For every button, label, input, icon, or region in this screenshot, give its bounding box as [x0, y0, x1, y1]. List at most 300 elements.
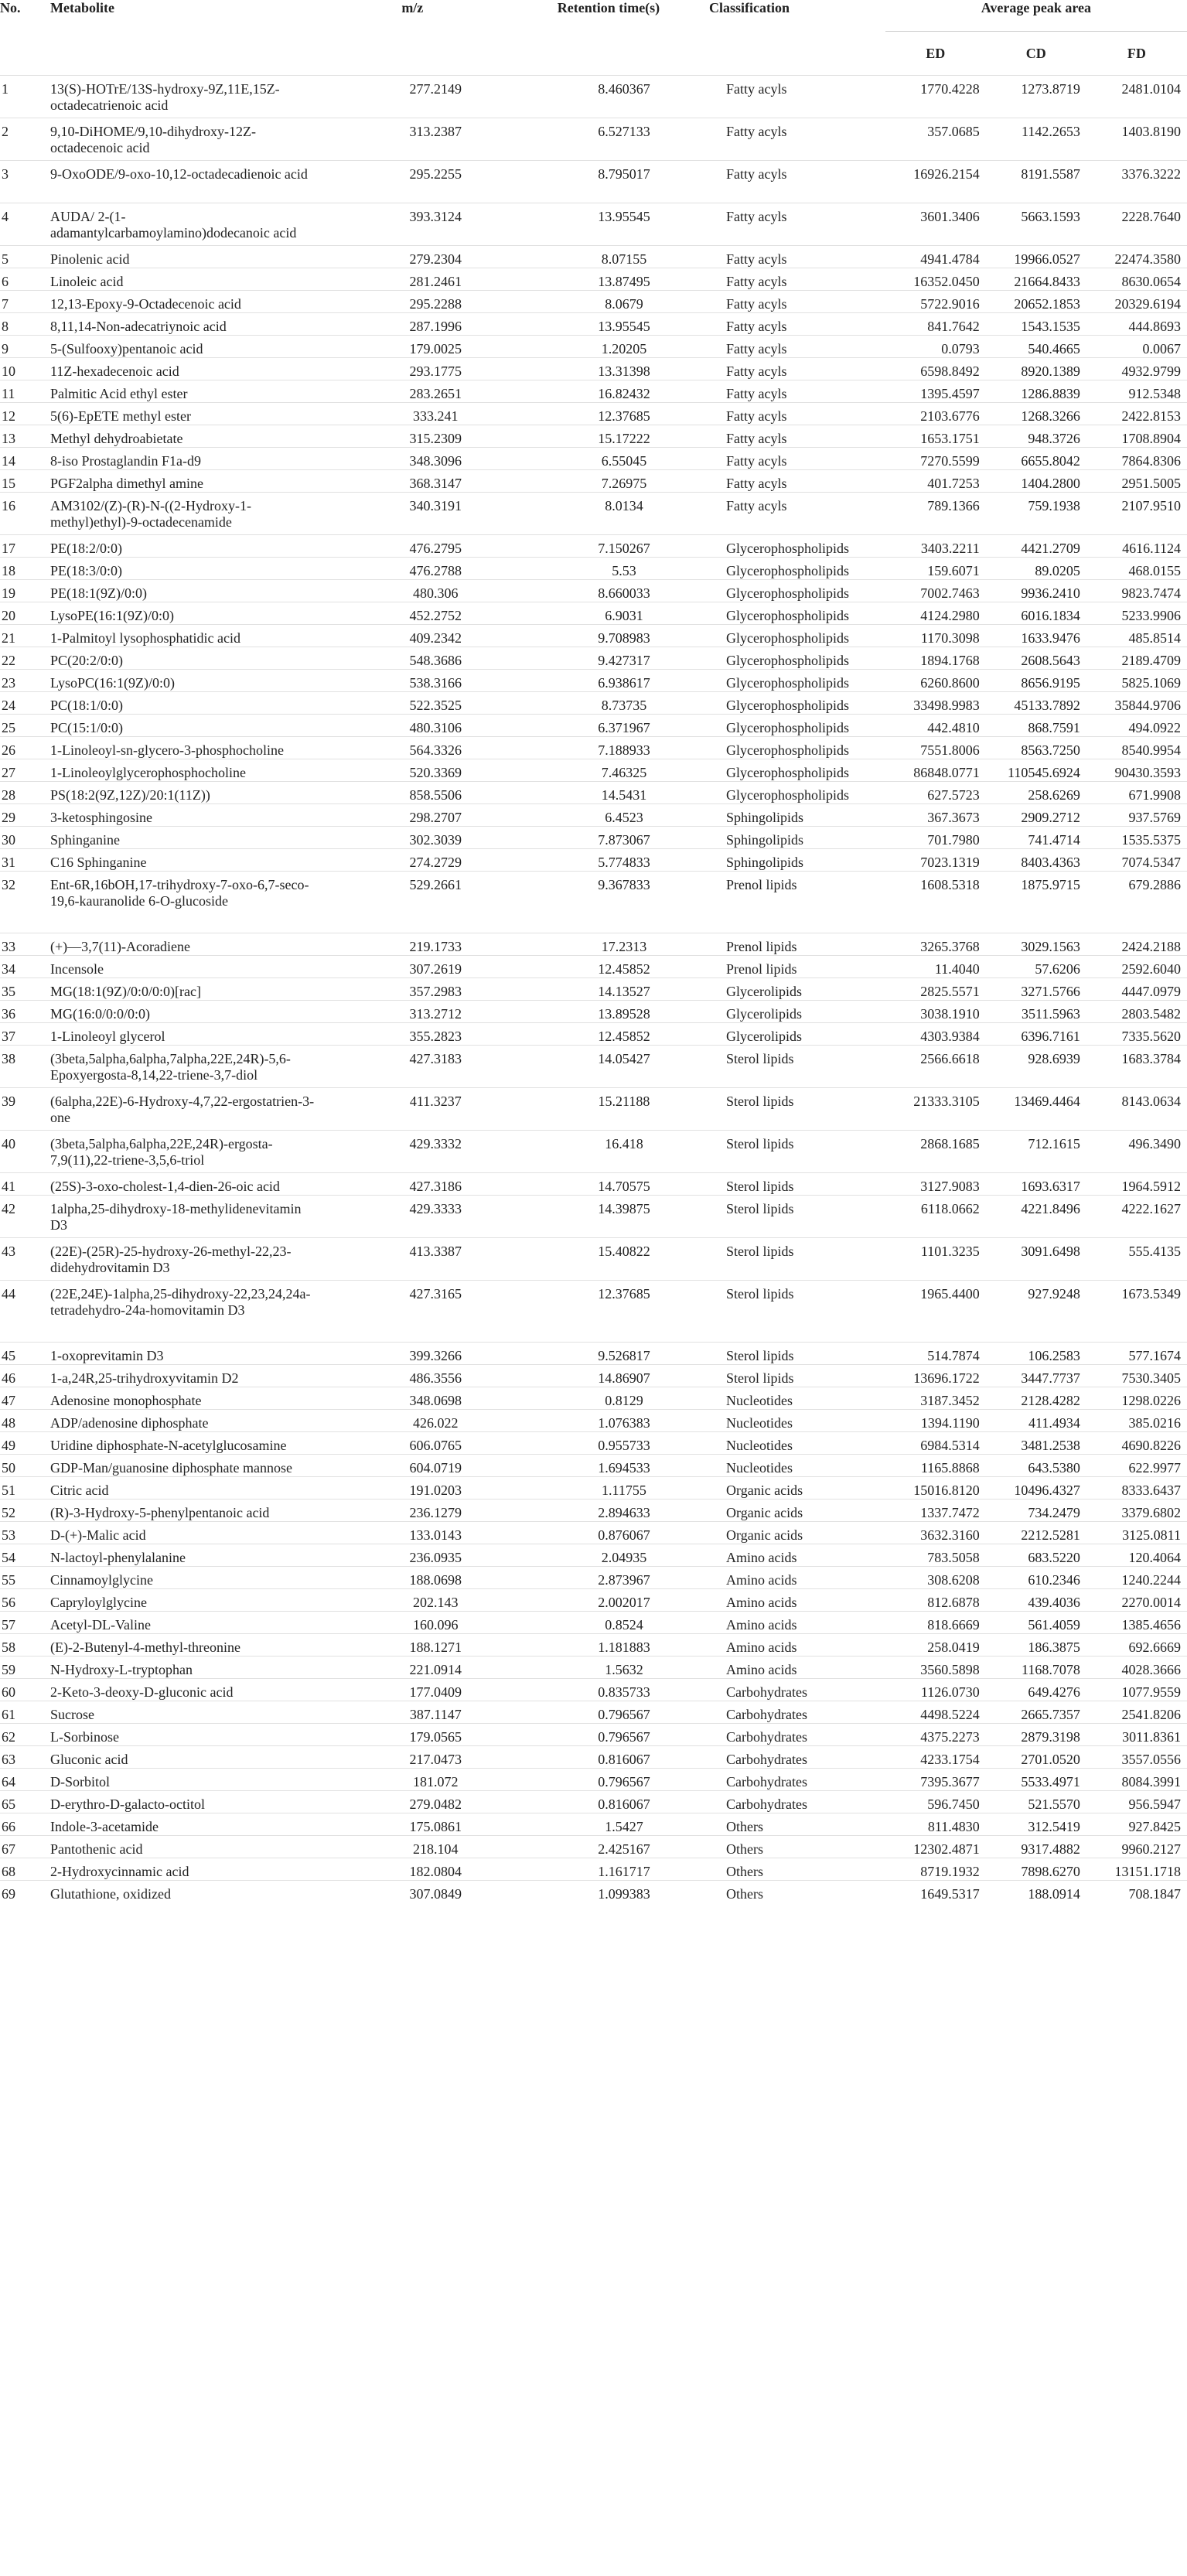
cd-value: 649.4276	[1028, 1684, 1080, 1700]
cd-value: 3447.7737	[1021, 1370, 1080, 1386]
classification-value: Others	[726, 1864, 764, 1879]
table-row	[0, 291, 1187, 313]
classification-value: Glycerophospholipids	[726, 742, 850, 758]
retention-time-value: 8.0679	[605, 296, 643, 312]
cd-value: 1693.6317	[1021, 1179, 1080, 1194]
row-number: 15	[2, 476, 15, 491]
metabolite-name: 13(S)-HOTrE/13S-hydroxy-9Z,11E,15Z-octadecatrienoic acid	[50, 81, 280, 113]
ed-value: 1770.4228	[920, 81, 980, 97]
retention-time-value: 1.694533	[598, 1460, 650, 1476]
classification-value: Fatty acyls	[726, 81, 787, 97]
classification-value: Fatty acyls	[726, 498, 787, 513]
cd-value: 712.1615	[1028, 1136, 1080, 1152]
classification-value: Fatty acyls	[726, 251, 787, 267]
row-number: 35	[2, 984, 15, 999]
cd-value: 2608.5643	[1021, 653, 1080, 668]
classification-value: Fatty acyls	[726, 408, 787, 424]
ed-value: 367.3673	[927, 810, 980, 825]
metabolite-name: Ent-6R,16bOH,17-trihydroxy-7-oxo-6,7-seco-19,6-kauranolide 6-O-glucoside	[50, 877, 309, 909]
table-row	[0, 1088, 1187, 1131]
row-number: 49	[2, 1438, 15, 1453]
retention-time-value: 14.86907	[598, 1370, 650, 1386]
ed-value: 4303.9384	[920, 1029, 980, 1044]
classification-value: Fatty acyls	[726, 363, 787, 379]
metabolite-name: 3-ketosphingosine	[50, 810, 153, 825]
ed-value: 1608.5318	[920, 877, 980, 892]
cd-value: 521.5570	[1028, 1796, 1080, 1812]
cd-value: 734.2479	[1028, 1505, 1080, 1520]
metabolite-name: MG(18:1(9Z)/0:0/0:0)[rac]	[50, 984, 201, 999]
ed-value: 1395.4597	[920, 386, 980, 401]
retention-time-value: 8.460367	[598, 81, 650, 97]
classification-value: Fatty acyls	[726, 453, 787, 469]
mz-value: 355.2823	[409, 1029, 462, 1044]
ed-value: 6260.8600	[920, 675, 980, 691]
cd-value: 5663.1593	[1021, 209, 1080, 224]
retention-time-value: 0.8524	[605, 1617, 643, 1633]
ed-value: 1337.7472	[920, 1505, 980, 1520]
retention-time-value: 7.26975	[601, 476, 647, 491]
retention-time-value: 8.795017	[598, 166, 650, 182]
metabolite-name: AM3102/(Z)-(R)-N-((2-Hydroxy-1-methyl)ethyl)-9-octadecenamide	[50, 498, 251, 530]
cd-value: 2212.5281	[1021, 1527, 1080, 1543]
mz-value: 368.3147	[409, 476, 462, 491]
classification-value: Fatty acyls	[726, 431, 787, 446]
retention-time-value: 0.796567	[598, 1707, 650, 1722]
cd-value: 3029.1563	[1021, 939, 1080, 954]
metabolite-name: PE(18:2/0:0)	[50, 541, 123, 556]
cd-value: 1286.8839	[1021, 386, 1080, 401]
row-number: 30	[2, 832, 15, 848]
mz-value: 548.3686	[409, 653, 462, 668]
row-number: 18	[2, 563, 15, 578]
mz-value: 313.2712	[409, 1006, 462, 1022]
cd-value: 927.9248	[1028, 1286, 1080, 1302]
retention-time-value: 0.816067	[598, 1752, 650, 1767]
fd-value: 3379.6802	[1121, 1505, 1181, 1520]
retention-time-value: 14.5431	[601, 787, 647, 803]
cd-value: 9936.2410	[1021, 585, 1080, 601]
fd-value: 496.3490	[1128, 1136, 1181, 1152]
retention-time-value: 9.708983	[598, 630, 650, 646]
row-number: 56	[2, 1595, 15, 1610]
ed-value: 818.6669	[927, 1617, 980, 1633]
mz-value: 357.2983	[409, 984, 462, 999]
table-row	[0, 1410, 1187, 1432]
classification-value: Sterol lipids	[726, 1370, 794, 1386]
metabolite-name: Uridine diphosphate-N-acetylglucosamine	[50, 1438, 287, 1453]
cd-value: 8403.4363	[1021, 855, 1080, 870]
table-row	[0, 1238, 1187, 1281]
table-row	[0, 625, 1187, 647]
retention-time-value: 5.53	[612, 563, 636, 578]
retention-time-value: 1.076383	[598, 1415, 650, 1431]
metabolite-name: 5-(Sulfooxy)pentanoic acid	[50, 341, 203, 357]
classification-value: Amino acids	[726, 1595, 797, 1610]
classification-value: Sphingolipids	[726, 810, 804, 825]
retention-time-value: 13.95545	[598, 209, 650, 224]
classification-value: Fatty acyls	[726, 166, 787, 182]
row-number: 34	[2, 961, 15, 977]
ed-value: 2868.1685	[920, 1136, 980, 1152]
table-row	[0, 1544, 1187, 1567]
classification-value: Carbohydrates	[726, 1774, 807, 1790]
fd-value: 1535.5375	[1121, 832, 1181, 848]
ed-value: 401.7253	[927, 476, 980, 491]
ed-value: 6118.0662	[920, 1201, 980, 1216]
cd-value: 19966.0527	[1014, 251, 1080, 267]
classification-value: Glycerophospholipids	[726, 720, 850, 735]
classification-value: Prenol lipids	[726, 939, 797, 954]
mz-value: 307.0849	[409, 1886, 462, 1902]
ed-value: 3601.3406	[920, 209, 980, 224]
metabolite-name: (22E)-(25R)-25-hydroxy-26-methyl-22,23-didehydrovitamin D3	[50, 1244, 292, 1275]
metabolite-name: GDP-Man/guanosine diphosphate mannose	[50, 1460, 292, 1476]
cd-value: 6396.7161	[1021, 1029, 1080, 1044]
fd-value: 956.5947	[1128, 1796, 1181, 1812]
classification-value: Glycerophospholipids	[726, 787, 850, 803]
retention-time-value: 8.07155	[601, 251, 647, 267]
retention-time-value: 1.5427	[605, 1819, 643, 1834]
mz-value: 426.022	[413, 1415, 459, 1431]
ed-value: 1126.0730	[920, 1684, 980, 1700]
fd-value: 8143.0634	[1121, 1094, 1181, 1109]
table-row	[0, 1196, 1187, 1238]
cd-value: 683.5220	[1028, 1550, 1080, 1565]
retention-time-value: 16.82432	[598, 386, 650, 401]
table-row	[0, 670, 1187, 692]
metabolite-name: N-lactoyl-phenylalanine	[50, 1550, 186, 1565]
mz-value: 427.3186	[409, 1179, 462, 1194]
cd-value: 1875.9715	[1021, 877, 1080, 892]
mz-value: 188.1271	[409, 1639, 462, 1655]
retention-time-value: 2.425167	[598, 1841, 650, 1857]
cd-value: 759.1938	[1028, 498, 1080, 513]
cd-value: 186.3875	[1028, 1639, 1080, 1655]
cd-value: 1633.9476	[1021, 630, 1080, 646]
table-row	[0, 692, 1187, 715]
ed-value: 86848.0771	[913, 765, 980, 780]
metabolite-name: 12,13-Epoxy-9-Octadecenoic acid	[50, 296, 241, 312]
mz-value: 236.1279	[409, 1505, 462, 1520]
retention-time-value: 13.87495	[598, 274, 650, 289]
ed-value: 4941.4784	[920, 251, 980, 267]
fd-value: 90430.3593	[1114, 765, 1181, 780]
table-row	[0, 1769, 1187, 1791]
mz-value: 177.0409	[409, 1684, 462, 1700]
row-number: 39	[2, 1094, 15, 1109]
ed-value: 596.7450	[927, 1796, 980, 1812]
metabolite-name: 11Z-hexadecenoic acid	[50, 363, 179, 379]
row-number: 48	[2, 1415, 15, 1431]
cd-value: 868.7591	[1028, 720, 1080, 735]
ed-value: 12302.4871	[913, 1841, 980, 1857]
metabolite-name: Glutathione, oxidized	[50, 1886, 171, 1902]
retention-time-value: 0.876067	[598, 1527, 650, 1543]
retention-time-value: 0.796567	[598, 1774, 650, 1790]
cd-value: 1404.2800	[1021, 476, 1080, 491]
mz-value: 295.2288	[409, 296, 462, 312]
fd-value: 5233.9906	[1121, 608, 1181, 623]
cd-value: 45133.7892	[1014, 698, 1080, 713]
mz-value: 538.3166	[409, 675, 462, 691]
mz-value: 279.2304	[409, 251, 462, 267]
table-row	[0, 1589, 1187, 1612]
ed-value: 3127.9083	[920, 1179, 980, 1194]
cd-value: 540.4665	[1028, 341, 1080, 357]
mz-value: 452.2752	[409, 608, 462, 623]
fd-value: 2189.4709	[1121, 653, 1181, 668]
fd-value: 1298.0226	[1121, 1393, 1181, 1408]
table-row	[0, 246, 1187, 268]
table-row	[0, 358, 1187, 380]
table-row	[0, 978, 1187, 1001]
table-row	[0, 493, 1187, 535]
table-row	[0, 1500, 1187, 1522]
mz-value: 480.306	[413, 585, 459, 601]
cd-value: 2879.3198	[1021, 1729, 1080, 1745]
retention-time-value: 12.45852	[598, 1029, 650, 1044]
table-row	[0, 1679, 1187, 1701]
mz-value: 279.0482	[409, 1796, 462, 1812]
classification-value: Others	[726, 1819, 764, 1834]
mz-value: 340.3191	[409, 498, 462, 513]
cd-value: 3091.6498	[1021, 1244, 1080, 1259]
mz-value: 476.2795	[409, 541, 462, 556]
mz-value: 133.0143	[409, 1527, 462, 1543]
row-number: 22	[2, 653, 15, 668]
fd-value: 8333.6437	[1121, 1482, 1181, 1498]
metabolite-name: D-Sorbitol	[50, 1774, 111, 1790]
fd-value: 1403.8190	[1121, 124, 1181, 139]
metabolite-name: Indole-3-acetamide	[50, 1819, 159, 1834]
table-row	[0, 1131, 1187, 1173]
mz-value: 429.3333	[409, 1201, 462, 1216]
mz-value: 387.1147	[409, 1707, 462, 1722]
fd-value: 1240.2244	[1121, 1572, 1181, 1588]
row-number: 45	[2, 1348, 15, 1363]
metabolite-name: 1-a,24R,25-trihydroxyvitamin D2	[50, 1370, 239, 1386]
retention-time-value: 12.37685	[598, 1286, 650, 1302]
mz-value: 564.3326	[409, 742, 462, 758]
row-number: 61	[2, 1707, 15, 1722]
table-row	[0, 1432, 1187, 1455]
row-number: 6	[2, 274, 9, 289]
fd-value: 2951.5005	[1121, 476, 1181, 491]
classification-value: Sterol lipids	[726, 1348, 794, 1363]
fd-value: 1385.4656	[1121, 1617, 1181, 1633]
classification-value: Fatty acyls	[726, 124, 787, 139]
retention-time-value: 6.371967	[598, 720, 650, 735]
cd-value: 6016.1834	[1021, 608, 1080, 623]
ed-value: 21333.3105	[913, 1094, 980, 1109]
row-number: 51	[2, 1482, 15, 1498]
metabolite-name: D-erythro-D-galacto-octitol	[50, 1796, 205, 1812]
fd-value: 912.5348	[1128, 386, 1181, 401]
classification-value: Fatty acyls	[726, 319, 787, 334]
table-row	[0, 1567, 1187, 1589]
cd-value: 312.5419	[1028, 1819, 1080, 1834]
retention-time-value: 13.89528	[598, 1006, 650, 1022]
metabolite-name: Pantothenic acid	[50, 1841, 143, 1857]
table-row	[0, 1634, 1187, 1656]
classification-value: Sterol lipids	[726, 1051, 794, 1066]
metabolite-name: ADP/adenosine diphosphate	[50, 1415, 209, 1431]
metabolite-name: 1-Palmitoyl lysophosphatidic acid	[50, 630, 241, 646]
cd-value: 928.6939	[1028, 1051, 1080, 1066]
fd-value: 708.1847	[1128, 1886, 1181, 1902]
table-row	[0, 804, 1187, 827]
classification-value: Glycerolipids	[726, 1006, 803, 1022]
fd-value: 3125.0811	[1122, 1527, 1181, 1543]
ed-value: 3632.3160	[920, 1527, 980, 1543]
row-number: 63	[2, 1752, 15, 1767]
retention-time-value: 13.95545	[598, 319, 650, 334]
row-number: 8	[2, 319, 9, 334]
fd-value: 1708.8904	[1121, 431, 1181, 446]
metabolite-name: Gluconic acid	[50, 1752, 128, 1767]
row-number: 69	[2, 1886, 15, 1902]
row-number: 55	[2, 1572, 15, 1588]
cd-value: 258.6269	[1028, 787, 1080, 803]
row-number: 58	[2, 1639, 15, 1655]
fd-value: 5825.1069	[1121, 675, 1181, 691]
classification-value: Amino acids	[726, 1572, 797, 1588]
metabolite-name: 1-Linoleoyl glycerol	[50, 1029, 165, 1044]
mz-value: 274.2729	[409, 855, 462, 870]
ed-value: 15016.8120	[913, 1482, 980, 1498]
mz-value: 429.3332	[409, 1136, 462, 1152]
retention-time-value: 2.04935	[601, 1550, 647, 1565]
ed-value: 841.7642	[927, 319, 980, 334]
mz-value: 315.2309	[409, 431, 462, 446]
classification-value: Fatty acyls	[726, 296, 787, 312]
fd-value: 671.9908	[1128, 787, 1181, 803]
classification-value: Glycerophospholipids	[726, 698, 850, 713]
classification-value: Fatty acyls	[726, 476, 787, 491]
ed-value: 3038.1910	[920, 1006, 980, 1022]
cd-value: 1142.2653	[1021, 124, 1080, 139]
mz-value: 606.0765	[409, 1438, 462, 1453]
row-number: 9	[2, 341, 9, 357]
classification-value: Sphingolipids	[726, 855, 804, 870]
mz-value: 520.3369	[409, 765, 462, 780]
cd-value: 3271.5766	[1021, 984, 1080, 999]
classification-value: Glycerophospholipids	[726, 608, 850, 623]
table-row	[0, 1455, 1187, 1477]
row-number: 64	[2, 1774, 15, 1790]
retention-time-value: 15.40822	[598, 1244, 650, 1259]
row-number: 67	[2, 1841, 15, 1857]
fd-value: 9960.2127	[1121, 1841, 1181, 1857]
metabolite-name: (25S)-3-oxo-cholest-1,4-dien-26-oic acid	[50, 1179, 280, 1194]
metabolite-name: PGF2alpha dimethyl amine	[50, 476, 204, 491]
ed-value: 1894.1768	[920, 653, 980, 668]
fd-value: 2481.0104	[1121, 81, 1181, 97]
table-row	[0, 336, 1187, 358]
row-number: 53	[2, 1527, 15, 1543]
ed-value: 258.0419	[927, 1639, 980, 1655]
row-number: 5	[2, 251, 9, 267]
header-retention-time: Retention time(s)	[557, 0, 660, 15]
retention-time-value: 2.873967	[598, 1572, 650, 1588]
ed-value: 7551.8006	[920, 742, 980, 758]
fd-value: 4690.8226	[1121, 1438, 1181, 1453]
metabolite-name: (E)-2-Butenyl-4-methyl-threonine	[50, 1639, 240, 1655]
row-number: 59	[2, 1662, 15, 1677]
classification-value: Carbohydrates	[726, 1707, 807, 1722]
fd-value: 937.5769	[1128, 810, 1181, 825]
fd-value: 4447.0979	[1121, 984, 1181, 999]
row-number: 66	[2, 1819, 15, 1834]
mz-value: 236.0935	[409, 1550, 462, 1565]
table-row	[0, 1281, 1187, 1343]
metabolite-name: PC(15:1/0:0)	[50, 720, 124, 735]
ed-value: 783.5058	[927, 1550, 980, 1565]
classification-value: Nucleotides	[726, 1460, 793, 1476]
table-row	[0, 1813, 1187, 1836]
classification-value: Amino acids	[726, 1550, 797, 1565]
metabolite-name: PC(18:1/0:0)	[50, 698, 124, 713]
mz-value: 313.2387	[409, 124, 462, 139]
ed-value: 442.4810	[927, 720, 980, 735]
classification-value: Nucleotides	[726, 1438, 793, 1453]
metabolite-name: (6alpha,22E)-6-Hydroxy-4,7,22-ergostatrien-3-one	[50, 1094, 315, 1125]
mz-value: 307.2619	[409, 961, 462, 977]
row-number: 4	[2, 209, 9, 224]
classification-value: Amino acids	[726, 1662, 797, 1677]
classification-value: Prenol lipids	[726, 961, 797, 977]
ed-value: 8719.1932	[920, 1864, 980, 1879]
mz-value: 529.2661	[409, 877, 462, 892]
metabolite-name: Incensole	[50, 961, 104, 977]
cd-value: 2909.2712	[1021, 810, 1080, 825]
cd-value: 1273.8719	[1021, 81, 1080, 97]
ed-value: 16926.2154	[913, 166, 980, 182]
ed-value: 33498.9983	[913, 698, 980, 713]
row-number: 68	[2, 1864, 15, 1879]
classification-value: Glycerolipids	[726, 984, 803, 999]
row-number: 50	[2, 1460, 15, 1476]
metabolite-name: 9,10-DiHOME/9,10-dihydroxy-12Z-octadecenoic acid	[50, 124, 256, 155]
ed-value: 7002.7463	[920, 585, 980, 601]
ed-value: 1101.3235	[920, 1244, 980, 1259]
ed-value: 1649.5317	[920, 1886, 980, 1902]
cd-value: 110545.6924	[1007, 765, 1080, 780]
ed-value: 1170.3098	[920, 630, 980, 646]
ed-value: 3187.3452	[920, 1393, 980, 1408]
retention-time-value: 14.70575	[598, 1179, 650, 1194]
mz-value: 486.3556	[409, 1370, 462, 1386]
mz-value: 182.0804	[409, 1864, 462, 1879]
mz-value: 302.3039	[409, 832, 462, 848]
table-row	[0, 1001, 1187, 1023]
cd-value: 1268.3266	[1021, 408, 1080, 424]
fd-value: 20329.6194	[1114, 296, 1181, 312]
retention-time-value: 12.37685	[598, 408, 650, 424]
retention-time-value: 1.161717	[598, 1864, 650, 1879]
row-number: 60	[2, 1684, 15, 1700]
table-row	[0, 470, 1187, 493]
metabolite-name: (3beta,5alpha,6alpha,7alpha,22E,24R)-5,6-Epoxyergosta-8,14,22-triene-3,7-diol	[50, 1051, 291, 1083]
fd-value: 2228.7640	[1121, 209, 1181, 224]
fd-value: 8084.3991	[1121, 1774, 1181, 1790]
row-number: 40	[2, 1136, 15, 1152]
retention-time-value: 1.20205	[601, 341, 647, 357]
cd-value: 6655.8042	[1021, 453, 1080, 469]
mz-value: 277.2149	[409, 81, 462, 97]
cd-value: 2701.0520	[1021, 1752, 1080, 1767]
